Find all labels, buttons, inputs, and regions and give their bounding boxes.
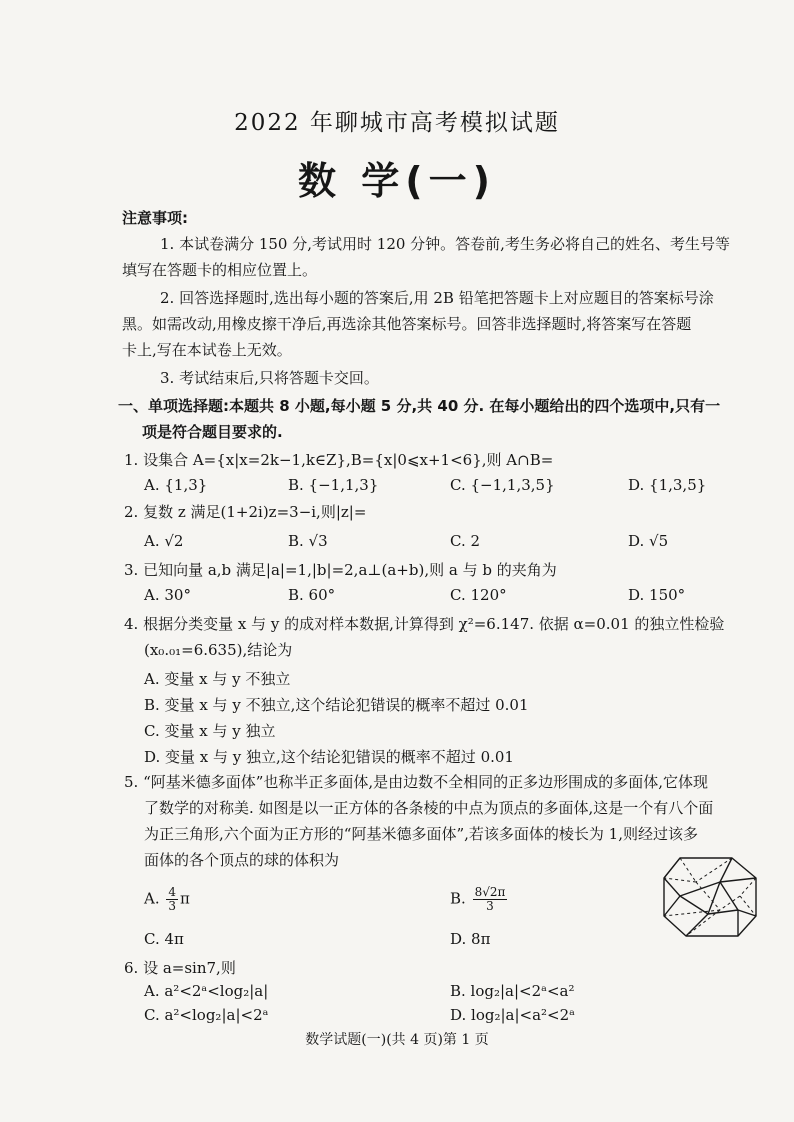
question-6-option-d: D. log₂|a|<a²<2ᵃ [450, 1006, 575, 1024]
question-2-option-c: C. 2 [450, 532, 481, 550]
question-6-option-c: C. a²<log₂|a|<2ᵃ [144, 1006, 269, 1024]
question-2-option-b: B. √3 [288, 532, 328, 550]
question-5-option-b-fraction [473, 886, 508, 913]
question-6-option-a: A. a²<2ᵃ<log₂|a| [144, 982, 269, 1000]
figure-hidden-edge [686, 910, 720, 936]
notice-title: 注意事项: [122, 209, 188, 227]
question-4-option-c: C. 变量 x 与 y 独立 [144, 722, 276, 740]
subject-title: 数 学(一) [298, 159, 496, 203]
question-3-option-d: D. 150° [628, 586, 686, 604]
question-5-option-b-denominator: 3 [486, 899, 494, 913]
question-5-stem-line-3: 为正三角形,六个面为正方形的“阿基米德多面体”,若该多面体的棱长为 1,则经过该多 [144, 825, 698, 843]
section-heading-line-2: 项是符合题目要求的. [142, 423, 283, 441]
question-1-option-d: D. {1,3,5} [628, 476, 707, 494]
question-5-option-a-denominator: 3 [168, 899, 177, 913]
question-6-stem: 6. 设 a=sin7,则 [124, 959, 236, 977]
question-5-option-c: C. 4π [144, 930, 184, 948]
question-4-option-d: D. 变量 x 与 y 独立,这个结论犯错误的概率不超过 0.01 [144, 748, 514, 766]
question-5-option-a-numerator: 4 [168, 885, 177, 899]
question-5-stem-line-4: 面体的各个顶点的球的体积为 [144, 851, 340, 869]
question-5-option-b-numerator: 8√2π [474, 885, 506, 899]
figure-edge [680, 882, 720, 896]
question-5-option-d: D. 8π [450, 930, 491, 948]
figure-edge [686, 914, 708, 936]
question-5-stem-line-2: 了数学的对称美. 如图是以一正方体的各条棱的中点为顶点的多面体,这是一个有八个面 [144, 799, 714, 817]
notice-item-3: 3. 考试结束后,只将答题卡交回。 [160, 369, 379, 387]
cuboctahedron-figure [660, 852, 760, 940]
question-1-stem: 1. 设集合 A={x|x=2k−1,k∈Z},B={x|0⩽x+1<6},则 A∩B= [124, 451, 554, 469]
question-1-option-b: B. {−1,1,3} [288, 476, 379, 494]
figure-hidden-edge [740, 878, 756, 896]
question-5-option-a-tail: π [180, 889, 190, 908]
figure-edge [664, 896, 680, 916]
figure-edge [720, 882, 738, 910]
question-5-option-b [450, 886, 509, 913]
question-5-stem-line-1: 5. “阿基米德多面体”也称半正多面体,是由边数不全相同的正多边形围成的多面体,它体现 [124, 773, 708, 791]
question-3-stem: 3. 已知向量 a,b 满足|a|=1,|b|=2,a⊥(a+b),则 a 与 b 的夹角为 [124, 561, 557, 579]
question-1-option-c: C. {−1,1,3,5} [450, 476, 555, 494]
question-5-option-b-label: B. [450, 889, 466, 908]
question-4-option-a: A. 变量 x 与 y 不独立 [144, 670, 291, 688]
figure-hidden-edge [680, 858, 696, 882]
question-3-option-b: B. 60° [288, 586, 336, 604]
notice-item-2-line-1: 2. 回答选择题时,选出每小题的答案后,用 2B 铅笔把答题卡上对应题目的答案标号涂 [160, 289, 714, 307]
figure-edge [664, 878, 680, 896]
page-footer: 数学试题(一)(共 4 页)第 1 页 [305, 1032, 489, 1048]
figure-hidden-edge [664, 878, 696, 882]
question-5-option-a-fraction [166, 886, 178, 913]
question-1-option-a: A. {1,3} [144, 476, 208, 494]
question-5-option-a-label: A. [144, 889, 160, 908]
figure-edge [738, 910, 756, 916]
question-6-option-b: B. log₂|a|<2ᵃ<a² [450, 982, 575, 1000]
question-4-stem-line-1: 4. 根据分类变量 x 与 y 的成对样本数据,计算得到 χ²=6.147. 依据 α=0.01 的独立性检验 [124, 615, 725, 633]
notice-item-2-line-2: 黑。如需改动,用橡皮擦干净后,再选涂其他答案标号。回答非选择题时,将答案写在答题 [122, 315, 692, 333]
question-3-option-c: C. 120° [450, 586, 507, 604]
figure-edge [664, 858, 680, 878]
question-2-option-d: D. √5 [628, 532, 669, 550]
question-2-option-a: A. √2 [144, 532, 184, 550]
figure-edge [680, 896, 708, 914]
figure-outline [664, 858, 756, 936]
notice-item-2-line-3: 卡上,写在本试卷上无效。 [122, 341, 292, 359]
question-5-option-a [144, 886, 190, 913]
notice-item-1-line-1: 1. 本试卷满分 150 分,考试用时 120 分钟。答卷前,考生务必将自己的姓名、考生号等 [160, 235, 730, 253]
question-4-option-b: B. 变量 x 与 y 不独立,这个结论犯错误的概率不超过 0.01 [144, 696, 529, 714]
exam-title: 2022 年聊城市高考模拟试题 [234, 110, 560, 136]
question-2-stem: 2. 复数 z 满足(1+2i)z=3−i,则|z|= [124, 503, 367, 521]
section-heading-line-1: 一、单项选择题:本题共 8 小题,每小题 5 分,共 40 分. 在每小题给出的四个选项中,只有一 [118, 397, 721, 415]
notice-item-1-line-2: 填写在答题卡的相应位置上。 [122, 261, 318, 279]
question-3-option-a: A. 30° [144, 586, 191, 604]
figure-edge [708, 882, 720, 914]
figure-edge [720, 878, 756, 882]
question-4-stem-line-2: (x₀.₀₁=6.635),结论为 [144, 641, 293, 659]
